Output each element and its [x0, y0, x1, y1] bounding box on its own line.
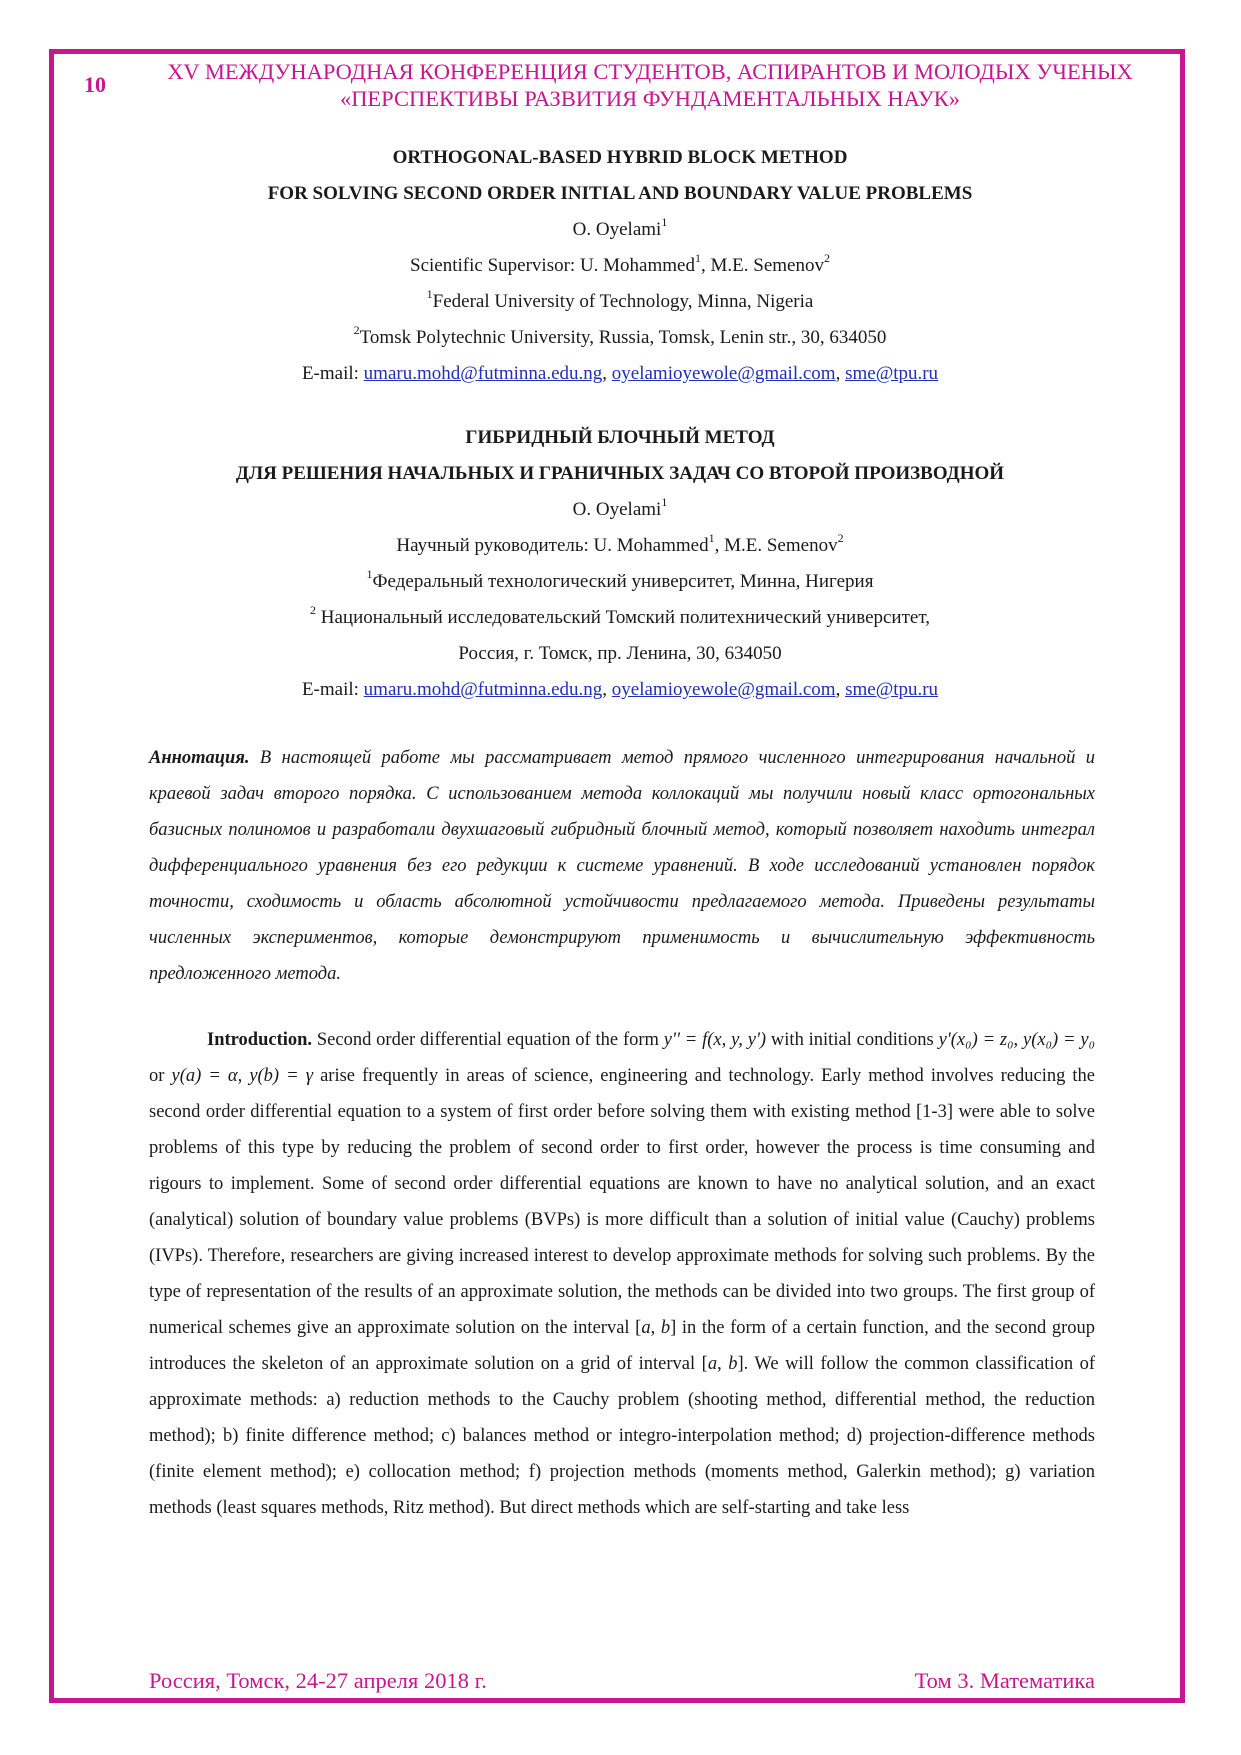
english-title-line2: FOR SOLVING SECOND ORDER INITIAL AND BOUNDARY VALUE PROBLEMS	[267, 183, 973, 204]
equation-ic1: y'(x₀) = z₀	[938, 1030, 1014, 1050]
page-number: 10	[84, 72, 106, 97]
english-email-line: E-mail: umaru.mohd@futminna.edu.ng, oyelamioyewole@gmail.com, sme@tpu.ru	[301, 363, 939, 384]
english-author: O. Oyelami$^1$	[572, 214, 668, 240]
introduction-paragraph: Introduction. Second order differential equation of the form y'' = f(x, y, y') with initial conditions y'(x₀) = z₀, y(x₀) = y₀ or y(a) = α, y(b) = γ arise frequently in areas of science, engineering and technology. Early method involves reducing the second order differential equation to a system of first order before solving them with existing method [1-3] were able to solve problems of this type by reducing the problem of second order to first order, however the process is time consuming and rigours to implement. Some of second order differential equations are known to have no analytical solution, and an exact (analytical) solution of boundary value problems (BVPs) is more difficult than a solution of initial value (Cauchy) problems (IVPs). Therefore, researchers are giving increased interest to develop approximate methods for solving such problems. By the type of representation of the results of an approximate solution, the methods can be divided into two groups. The first group of numerical schemes give an approximate solution on the interval [a, b] in the form of a certain function, and the second group introduces the skeleton of an approximate solution on a grid of interval [a, b]. We will follow the common classification of approximate methods: a) reduction methods to the Cauchy problem (shooting method, differential method, the reduction method); b) finite difference method; c) balances method or integro-interpolation method; d) projection-difference methods (finite element method); e) collocation method; f) projection methods (moments method, Galerkin method); g) variation methods (least squares methods, Ritz method). But direct methods which are self-starting and take less	[149, 1030, 1096, 1518]
abstract-text: В настоящей работе мы рассматривает метод прямого численного интегрирования начальной и краевой задач второго порядка. С использованием метода коллокаций мы получили новый класс ортогональных базисных полиномов и разработали двухшаговый гибридный блочный метод, который позволяет находить интеграл дифференциального уравнения без его редукции к системе уравнений. В ходе исследований установлен порядок точности, сходимость и область абсолютной устойчивости предлагаемого метода. Приведены результаты численных экспериментов, которые демонстрируют применимость и вычислительную эффективность предложенного метода.	[149, 748, 1095, 984]
email-link-2-ru[interactable]: oyelamioyewole@gmail.com	[611, 679, 836, 700]
english-title-line1: ORTHOGONAL-BASED HYBRID BLOCK METHOD	[392, 147, 848, 168]
email-link-3[interactable]: sme@tpu.ru	[845, 363, 939, 384]
russian-affiliation-2: $^2$ Национальный исследовательский Томский политехнический университет,	[310, 602, 930, 628]
russian-title-block	[150, 420, 1090, 708]
conference-header	[150, 58, 1150, 112]
equation-form: y'' = f(x, y, y')	[663, 1030, 767, 1050]
email-link-1[interactable]: umaru.mohd@futminna.edu.ng	[363, 363, 603, 384]
russian-supervisor: Научный руководитель: U. Mohammed$^1$, M.E. Semenov$^2$	[396, 530, 844, 556]
equation-bc1: y(a) = α	[171, 1066, 238, 1086]
footer-volume: Том 3. Математика	[914, 1668, 1095, 1693]
english-affiliation-2: $^2$Tomsk Polytechnic University, Russia, Tomsk, Lenin str., 30, 634050	[353, 322, 887, 348]
email-link-2[interactable]: oyelamioyewole@gmail.com	[611, 363, 836, 384]
english-title-block	[150, 140, 1090, 392]
russian-affiliation-1: $^1$Федеральный технологический университет, Минна, Нигерия	[366, 566, 874, 592]
english-supervisor: Scientific Supervisor: U. Mohammed$^1$, M.E. Semenov$^2$	[410, 250, 830, 276]
russian-email-line: E-mail: umaru.mohd@futminna.edu.ng, oyelamioyewole@gmail.com, sme@tpu.ru	[301, 679, 939, 700]
russian-title-line2: ДЛЯ РЕШЕНИЯ НАЧАЛЬНЫХ И ГРАНИЧНЫХ ЗАДАЧ СО ВТОРОЙ ПРОИЗВОДНОЙ	[235, 463, 1005, 484]
email-link-1-ru[interactable]: umaru.mohd@futminna.edu.ng	[363, 679, 603, 700]
equation-ic2: y(x₀) = y₀	[1023, 1030, 1096, 1050]
equation-bc2: y(b) = γ	[249, 1066, 314, 1086]
footer-location-date: Россия, Томск, 24-27 апреля 2018 г.	[149, 1668, 487, 1693]
conference-title-line2: «ПЕРСПЕКТИВЫ РАЗВИТИЯ ФУНДАМЕНТАЛЬНЫХ НАУК»	[339, 86, 961, 111]
abstract	[149, 740, 1095, 992]
email-link-3-ru[interactable]: sme@tpu.ru	[845, 679, 939, 700]
english-affiliation-1: $^1$Federal University of Technology, Minna, Nigeria	[426, 286, 814, 312]
introduction-heading: Introduction.	[207, 1030, 313, 1050]
introduction-section	[149, 1022, 1095, 1526]
russian-author: O. Oyelami$^1$	[572, 494, 668, 520]
russian-affiliation-2-line2: Россия, г. Томск, пр. Ленина, 30, 634050	[458, 643, 782, 664]
russian-title-line1: ГИБРИДНЫЙ БЛОЧНЫЙ МЕТОД	[465, 427, 775, 448]
abstract-label: Аннотация.	[149, 748, 250, 768]
conference-title-line1: XV МЕЖДУНАРОДНАЯ КОНФЕРЕНЦИЯ СТУДЕНТОВ, АСПИРАНТОВ И МОЛОДЫХ УЧЕНЫХ	[167, 59, 1133, 84]
